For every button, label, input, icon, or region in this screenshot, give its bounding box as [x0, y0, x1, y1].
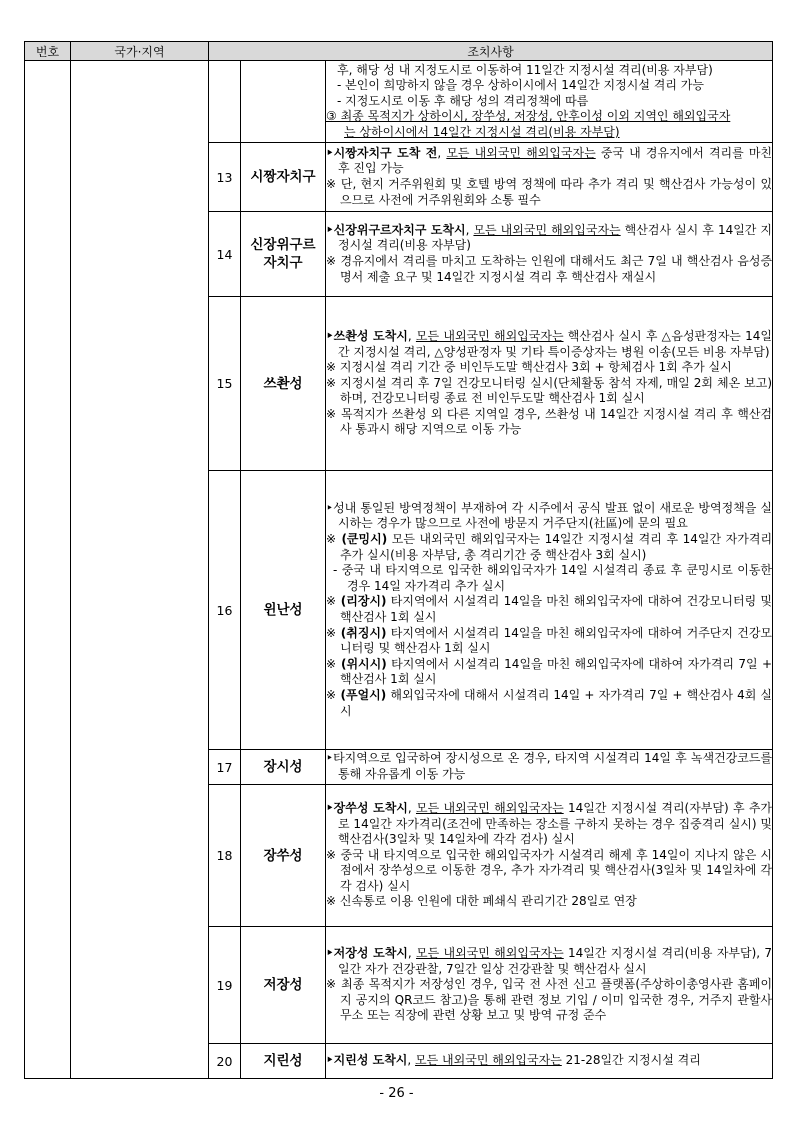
row-content	[326, 143, 773, 212]
continued-line: 후, 해당 성 내 지정도시로 이동하여 11일간 지정시설 격리(비용 자부담)	[337, 62, 713, 77]
note: ※ 지정시설 격리 기간 중 비인두도말 핵산검사 3회 + 항체검사 1회 추가 실시	[326, 360, 732, 375]
region-name: 장시성	[241, 750, 326, 785]
header-measures: 조치사항	[209, 42, 773, 61]
continued-line: ③ 최종 목적지가 상하이시, 장쑤성, 저장성, 안후이성 이외 지역인 해외입국자	[326, 109, 731, 124]
note: ※ 최종 목적지가 저장성인 경우, 입국 전 사전 신고 플랫폼(주상하이총영사관 홈페이지 공지의 QR코드 참고)을 통해 관련 정보 기입 / 이미 입국한 경우, 거주지 관할사무소 또는 직장에 관련 상황 보고 및 방역 규정 준수	[326, 977, 773, 1023]
note: ※ (위시시) 타지역에서 시설격리 14일을 마친 해외입국자에 대하여 자가격리 7일 + 핵산검사 1회 실시	[326, 656, 773, 687]
table-header-row	[25, 42, 773, 61]
main-measure: ‣저장성 도착시, 모든 내외국민 해외입국자는 14일간 지정시설 격리(비용 자부담), 7일간 자가 건강관찰, 7일간 일상 건강관찰 및 핵산검사 실시	[326, 946, 773, 976]
row-number: 14	[209, 212, 241, 297]
row-number: 15	[209, 297, 241, 471]
row-number: 20	[209, 1044, 241, 1079]
note: ※ 경유지에서 격리를 마치고 도착하는 인원에 대해서도 최근 7일 내 핵산검사 음성증명서 제출 요구 및 14일간 지정시설 격리 후 핵산검사 재실시	[326, 254, 773, 284]
main-measure: ‣신장위구르자치구 도착시, 모든 내외국민 해외입국자는 핵산검사 실시 후 14일간 지정시설 격리(비용 자부담)	[326, 222, 773, 253]
region-name: 장쑤성	[241, 785, 326, 927]
row-number: 17	[209, 750, 241, 785]
row-number: 19	[209, 927, 241, 1044]
region-name: 시짱자치구	[241, 143, 326, 212]
main-measure: ‣쓰촨성 도착시, 모든 내외국민 해외입국자는 핵산검사 실시 후 △음성판정자는 14일간 지정시설 격리, △양성판정자 및 기타 특이증상자는 병원 이송(모든 비용 자부담)	[326, 328, 773, 359]
row-number: 18	[209, 785, 241, 927]
header-country: 국가·지역	[71, 42, 209, 61]
main-measure: ‣성내 통일된 방역정책이 부재하여 각 시주에서 공식 발표 없이 새로운 방역정책을 실시하는 경우가 많으므로 사전에 방문지 거주단지(社區)에 문의 필요	[326, 500, 773, 531]
no-cell-empty	[25, 61, 71, 1079]
main-measure: ‣시짱자치구 도착 전, 모든 내외국민 해외입국자는 중국 내 경유지에서 격리를 마친 후 진입 가능	[326, 145, 773, 176]
note: ※ 목적지가 쓰촨성 외 다른 지역일 경우, 쓰촨성 내 14일간 지정시설 격리 후 핵산검사 통과시 해당 지역으로 이동 가능	[326, 406, 773, 437]
row-content	[326, 1044, 773, 1079]
continued-line: - 지정도시로 이동 후 해당 성의 격리정책에 따름	[337, 93, 589, 108]
row-content	[326, 750, 773, 785]
note: ※ (쿤밍시) 모든 내외국민 해외입국자는 14일간 지정시설 격리 후 14일간 자가격리 추가 실시(비용 자부담, 총 격리기간 중 핵산검사 3회 실시)	[326, 532, 773, 562]
row-content	[326, 471, 773, 750]
continued-line: 는 상하이시에서 14일간 지정시설 격리(비용 자부담)	[344, 124, 620, 139]
region-name: 신장위구르 자치구	[241, 212, 326, 297]
measures-table	[24, 41, 773, 1079]
sub-no-cell-empty	[209, 61, 241, 143]
note: ※ 지정시설 격리 후 7일 건강모니터링 실시(단체활동 참석 자제, 매일 2회 체온 보고)하며, 건강모니터링 종료 전 비인두도말 핵산검사 1회 실시	[326, 375, 773, 406]
sub-region-cell-empty	[241, 61, 326, 143]
page-number: - 26 -	[379, 1086, 414, 1101]
main-measure: ‣지린성 도착시, 모든 내외국민 해외입국자는 21-28일간 지정시설 격리	[326, 1053, 701, 1068]
note: ※ 단, 현지 거주위원회 및 호텔 방역 정책에 따라 추가 격리 및 핵산검사 가능성이 있으므로 사전에 거주위원회와 소통 필수	[326, 177, 773, 207]
table-row-continued	[25, 61, 773, 143]
note: ※ 신속통로 이용 인원에 대한 폐쇄식 관리기간 28일로 연장	[326, 894, 637, 909]
note: ※ (푸얼시) 해외입국자에 대해서 시설격리 14일 + 자가격리 7일 + 핵산검사 4회 실시	[326, 687, 773, 718]
region-name: 지린성	[241, 1044, 326, 1079]
country-cell-empty	[71, 61, 209, 1079]
row-number: 13	[209, 143, 241, 212]
region-name: 쓰촨성	[241, 297, 326, 471]
note: ※ (취징시) 타지역에서 시설격리 14일을 마친 해외입국자에 대하여 거주단지 건강모니터링 및 핵산검사 1회 실시	[326, 625, 773, 656]
row-content	[326, 297, 773, 471]
main-measure: ‣타지역으로 입국하여 장시성으로 온 경우, 타지역 시설격리 14일 후 녹색건강코드를 통해 자유롭게 이동 가능	[326, 751, 773, 781]
note: ※ 중국 내 타지역으로 입국한 해외입국자가 시설격리 해제 후 14일이 지나지 않은 시점에서 장쑤성으로 이동한 경우, 추가 자가격리 및 핵산검사(3일차 및 14일차에 각각 검사) 실시	[326, 847, 773, 893]
main-measure: ‣장쑤성 도착시, 모든 내외국민 해외입국자는 14일간 지정시설 격리(자부담) 후 추가로 14일간 자가격리(조건에 만족하는 장소를 구하지 못하는 경우 집중격리 실시) 및 핵산검사(3일차 및 14일차에 각각 검사) 실시	[326, 800, 773, 847]
row-content	[326, 212, 773, 297]
continued-content	[326, 61, 773, 143]
region-name: 윈난성	[241, 471, 326, 750]
continued-line: - 본인이 희망하지 않을 경우 상하이시에서 14일간 지정시설 격리 가능	[337, 78, 704, 93]
region-name: 저장성	[241, 927, 326, 1044]
note: ※ (리장시) 타지역에서 시설격리 14일을 마친 해외입국자에 대하여 건강모니터링 및 핵산검사 1회 실시	[326, 594, 773, 624]
row-number: 16	[209, 471, 241, 750]
row-content	[326, 927, 773, 1044]
header-no: 번호	[25, 42, 71, 61]
sub-note: - 중국 내 타지역으로 입국한 해외입국자가 14일 시설격리 종료 후 쿤밍시로 이동한 경우 14일 자가격리 추가 실시	[333, 563, 773, 593]
row-content	[326, 785, 773, 927]
